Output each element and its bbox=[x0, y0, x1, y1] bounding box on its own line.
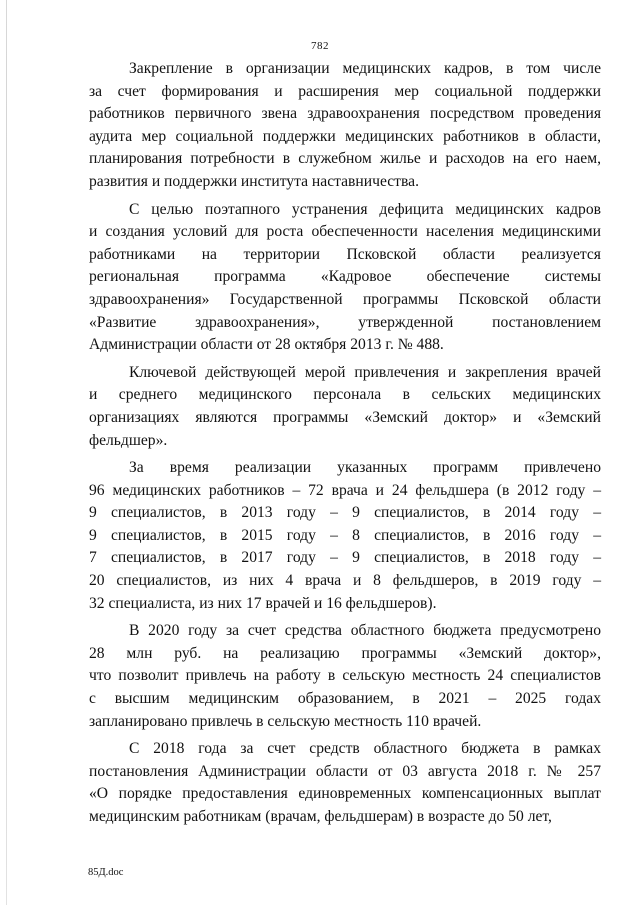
paragraph-line: С целью поэтапного устранения дефицита медицинских кадров bbox=[129, 200, 601, 218]
paragraph-line: аудита мер социальной поддержки медицинских работников в области, bbox=[89, 127, 601, 145]
paragraph-line: и среднего медицинского персонала в сельских медицинских bbox=[89, 386, 601, 404]
paragraph-5 bbox=[89, 620, 601, 733]
paragraph-line: организациях являются программы «Земский доктор» и «Земский bbox=[89, 408, 601, 426]
paragraph-line: Администрации области от 28 октября 2013 г. № 488. bbox=[89, 336, 444, 354]
paragraph-2 bbox=[89, 199, 601, 357]
paragraph-line: с высшим медицинским образованием, в 2021 – 2025 годах bbox=[89, 690, 601, 708]
paragraph-3 bbox=[89, 362, 601, 452]
paragraph-line: работников первичного звена здравоохранения посредством проведения bbox=[89, 105, 601, 123]
paragraph-line: «Развитие здравоохранения», утвержденной постановлением bbox=[89, 313, 601, 331]
paragraph-1 bbox=[89, 58, 601, 194]
paragraph-line: работниками на территории Псковской области реализуется bbox=[89, 245, 601, 263]
footer-filename: 85Д.doc bbox=[88, 867, 124, 878]
paragraph-line: В 2020 году за счет средства областного бюджета предусмотрено bbox=[129, 622, 601, 640]
paragraph-line: 32 специалиста, из них 17 врачей и 16 фельдшеров). bbox=[89, 594, 437, 612]
paragraph-line: фельдшер». bbox=[89, 431, 168, 449]
paragraph-line: постановления Администрации области от 03 августа 2018 г. № 257 bbox=[89, 762, 601, 780]
paragraph-line: Закрепление в организации медицинских кадров, в том числе bbox=[129, 60, 601, 77]
paragraph-line: 28 млн руб. на реализацию программы «Земский доктор», bbox=[89, 644, 601, 662]
scan-edge-line bbox=[6, 0, 7, 905]
paragraph-line: и создания условий для роста обеспеченности населения медицинскими bbox=[89, 223, 601, 241]
paragraph-line: запланировано привлечь в сельскую местность 110 врачей. bbox=[89, 712, 482, 730]
paragraph-line: 9 специалистов, в 2015 году – 8 специалистов, в 2016 году – bbox=[89, 526, 601, 544]
document-body bbox=[89, 58, 601, 834]
paragraph-line: За время реализации указанных программ привлечено bbox=[129, 459, 601, 477]
paragraph-6 bbox=[89, 738, 601, 828]
paragraph-line: 9 специалистов, в 2013 году – 9 специалистов, в 2014 году – bbox=[89, 504, 601, 522]
page-number: 782 bbox=[311, 40, 329, 52]
paragraph-line: здравоохранения» Государственной программы Псковской области bbox=[89, 290, 601, 308]
paragraph-line: что позволит привлечь на работу в сельскую местность 24 специалистов bbox=[89, 667, 601, 685]
paragraph-line: развития и поддержки института наставничества. bbox=[89, 172, 419, 190]
paragraph-4 bbox=[89, 457, 601, 615]
paragraph-line: С 2018 года за счет средств областного бюджета в рамках bbox=[129, 740, 601, 758]
paragraph-line: Ключевой действующей мерой привлечения и закрепления врачей bbox=[129, 363, 601, 381]
paragraph-line: 20 специалистов, из них 4 врача и 8 фельдшеров, в 2019 году – bbox=[89, 572, 601, 590]
paragraph-line: региональная программа «Кадровое обеспечение системы bbox=[89, 268, 601, 286]
paragraph-line: планирования потребности в служебном жилье и расходов на его наем, bbox=[89, 150, 601, 168]
paragraph-line: 7 специалистов, в 2017 году – 9 специалистов, в 2018 году – bbox=[89, 549, 601, 567]
paragraph-line: «О порядке предоставления единовременных компенсационных выплат bbox=[89, 785, 601, 803]
paragraph-line: медицинским работникам (врачам, фельдшерам) в возрасте до 50 лет, bbox=[89, 808, 552, 825]
paragraph-line: 96 медицинских работников – 72 врача и 24 фельдшера (в 2012 году – bbox=[89, 481, 601, 499]
paragraph-line: за счет формирования и расширения мер социальной поддержки bbox=[89, 82, 601, 100]
